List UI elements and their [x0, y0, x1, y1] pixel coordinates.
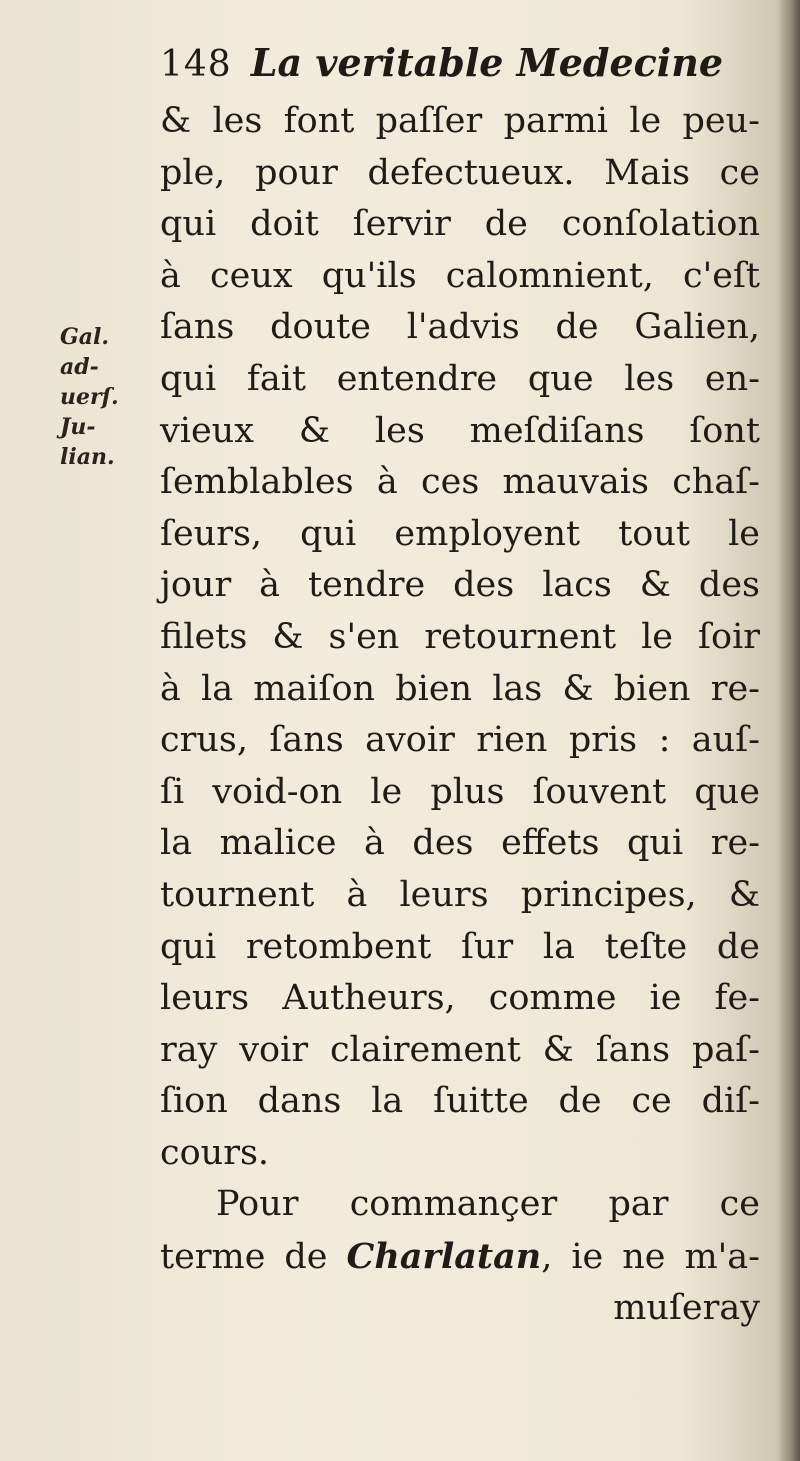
marginal-note-line: Ju-	[60, 414, 96, 440]
text-line: crus, ſans avoir rien pris : auſ-	[160, 720, 760, 761]
text-line: ray voir clairement & ſans paſ-	[160, 1029, 760, 1070]
marginal-note-line: uerſ.	[60, 384, 119, 410]
text-line: ſemblables à ces mauvais chaſ-	[160, 462, 760, 503]
text-line: vieux & les meſdiſans ſont	[160, 410, 760, 451]
text-line	[160, 1231, 760, 1283]
text-line: qui retombent ſur la teſte de	[160, 926, 760, 967]
text-segment: , ie ne m'a-	[541, 1237, 761, 1278]
italic-term: Charlatan	[346, 1236, 542, 1278]
text-line: leurs Autheurs, comme ie fe-	[160, 978, 760, 1019]
body-text	[160, 96, 760, 1334]
text-line: la malice à des effets qui re-	[160, 823, 760, 864]
page-number: 148	[160, 44, 232, 85]
page-edge-shadow	[778, 0, 800, 1461]
marginal-note	[60, 322, 156, 472]
text-line: qui fait entendre que les en-	[160, 358, 760, 399]
text-line: jour à tendre des lacs & des	[160, 565, 760, 606]
text-line: ſi void-on le plus ſouvent que	[160, 771, 760, 812]
marginal-note-line: Gal.	[60, 324, 110, 350]
text-line: ſeurs, qui employent tout le	[160, 513, 760, 554]
text-line: à ceux qu'ils calomnient, c'eſt	[160, 255, 760, 296]
text-line: & les font paſſer parmi le peu-	[160, 101, 760, 141]
text-segment: terme de	[160, 1237, 347, 1278]
text-line: Pour commançer par ce	[216, 1184, 760, 1225]
text-line: qui doit ſervir de conſolation	[160, 204, 760, 245]
text-line: filets & s'en retournent le ſoir	[160, 616, 760, 657]
catchword: muſeray	[613, 1287, 760, 1328]
text-line: cours.	[160, 1132, 270, 1173]
marginal-note-line: ad-	[60, 354, 99, 380]
text-line: ſans doute l'advis de Galien,	[160, 307, 760, 348]
text-line: tournent à leurs principes, &	[160, 874, 760, 915]
text-line: à la maiſon bien las & bien re-	[160, 668, 760, 709]
marginal-note-line: lian.	[60, 444, 115, 470]
text-line: ple, pour defectueux. Mais ce	[160, 152, 760, 193]
text-line: ſion dans la ſuitte de ce diſ-	[160, 1081, 760, 1122]
page-header	[160, 40, 723, 85]
running-title: La veritable Medecine	[250, 40, 724, 85]
